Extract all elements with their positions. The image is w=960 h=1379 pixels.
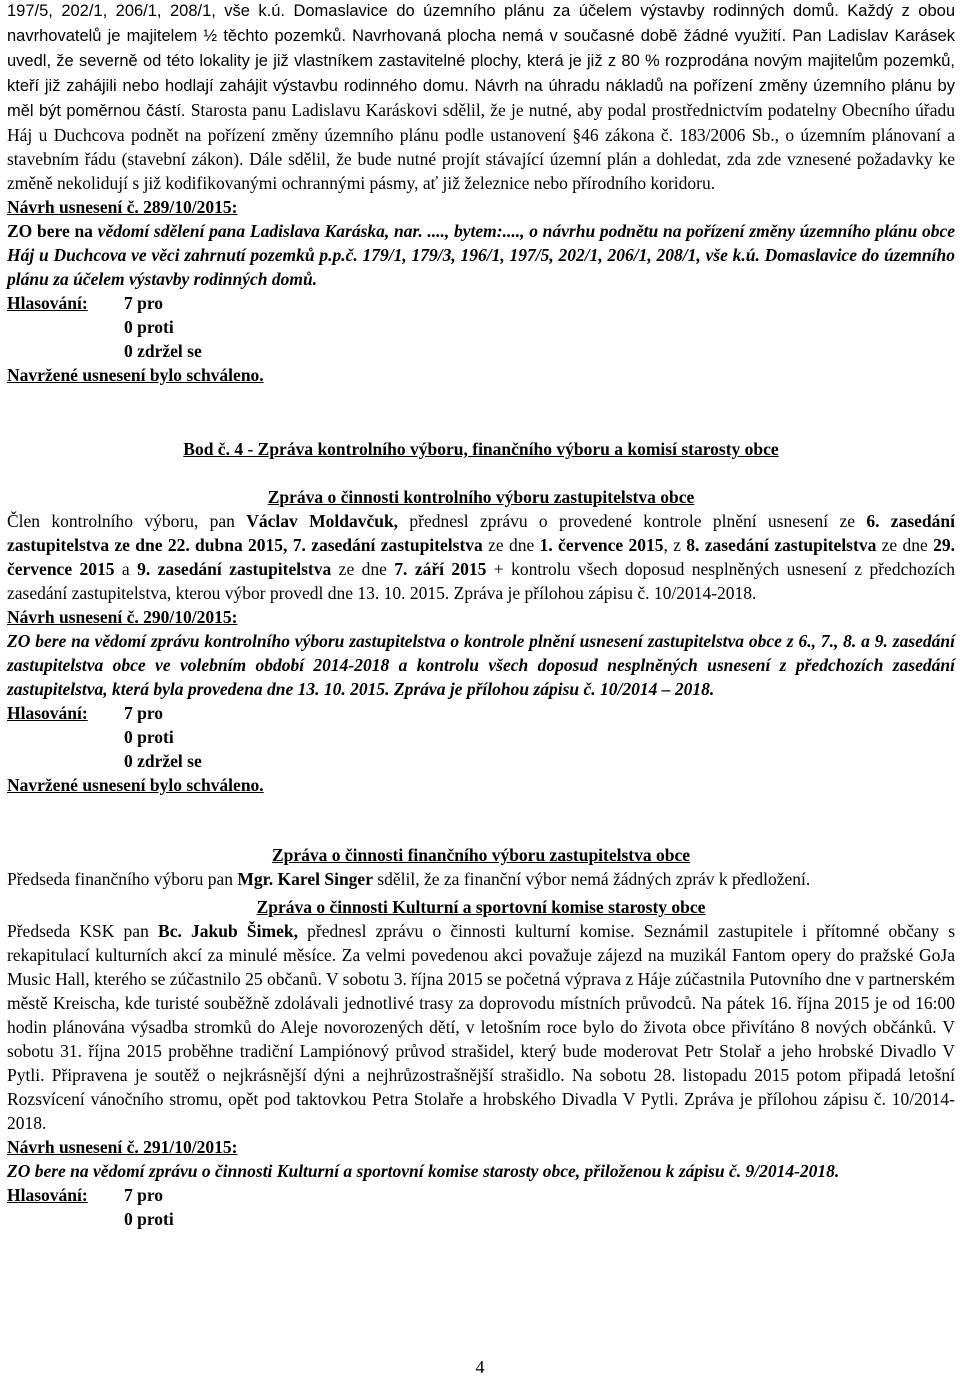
control-committee-report (7, 509, 955, 605)
report-text: Předseda KSK pan (7, 921, 159, 941)
report-text: ze dne (482, 535, 540, 555)
vote-approved: Navržené usnesení bylo schváleno. (7, 365, 264, 385)
report-bold: 1. července 2015 (539, 535, 664, 555)
vote-abstain: 0 zdržel se (124, 751, 202, 771)
agenda-item-4-heading: Bod č. 4 - Zpráva kontrolního výboru, finančního výboru a komisí starosty obce (183, 439, 779, 459)
paragraph-text: 197/5, 202/1, 206/1, 208/1, vše k.ú. Domaslavice do územního plánu za účelem výstavby rodinných domů. Každý z obou navrhovatelů je majitelem ½ těchto pozemků. Navrhovaná plocha nemá v současné době žádné využití. Pan Ladislav Karásek uvedl, že severně od této lokality je již vlastníkem zastavitelné plochy, která je již z 80 % rozprodána novým majitelům pozemků, kteří již zahájili nebo hodlají zahájit výstavbu rodinného domu. Návrh na úhradu nákladů na pořízení změny územního plánu by měl být poměrnou částí. (7, 2, 955, 120)
paragraph-land-request (7, 0, 955, 195)
resolution-text-290: ZO bere na vědomí zprávu kontrolního výboru zastupitelstva o kontrole plnění usnesení zastupitelstva obce z 6., 7., 8. a 9. zasedání zastupitelstva obce ve volebním období 2014-2018 a kontrolu všech doposud nesplněných usnesení z předchozích zasedání zastupitelstva, která byla provedena dne 13. 10. 2015. Zpráva je přílohou zápisu č. 10/2014 – 2018. (7, 631, 955, 699)
resolution-body: vědomí sdělení pana Ladislava Karáska, nar. ...., bytem:...., o návrhu podnětu na pořízení změny územního plánu obce Háj u Duchcova ve věci zahrnutí pozemků p.p.č. 179/1, 179/3, 196/1, 197/5, 202/1, 206/1, 208/1, vše k.ú. Domaslavice do územního plánu za účelem výstavby rodinných domů. (7, 221, 955, 289)
report-bold: 8. zasedání zastupitelstva (686, 535, 877, 555)
resolution-text-291: ZO bere na vědomí zprávu o činnosti Kulturní a sportovní komise starosty obce, přiloženou k zápisu č. 9/2014-2018. (7, 1161, 840, 1181)
resolution-title-291: Návrh usnesení č. 291/10/2015: (7, 1137, 238, 1157)
vote-pro: 7 pro (124, 293, 164, 313)
vote-approved: Navržené usnesení bylo schváleno. (7, 775, 264, 795)
vote-block-3 (7, 1183, 955, 1231)
vote-proti: 0 proti (124, 317, 174, 337)
vote-pro: 7 pro (124, 1185, 164, 1205)
resolution-text-289 (7, 219, 955, 291)
report-text: sdělil, že za finanční výbor nemá žádných zpráv k předložení. (372, 869, 811, 889)
vote-label: Hlasování: (7, 703, 88, 723)
report-bold: 29. července 2015 (7, 535, 955, 579)
report-bold: 6. zasedání zastupitelstva ze dne 22. dubna 2015, 7. zasedání zastupitelstva (7, 511, 955, 555)
vote-block-2 (7, 701, 955, 797)
document-page (7, 0, 955, 1231)
page-number: 4 (475, 1357, 485, 1377)
report-text: přednesl zprávu o činnosti kulturní komise. Seznámil zastupitele i přítomné občany s rekapitulací kulturních akcí za minulé měsíce. Za velmi povedenou akci považuje zájezd na muzikál Fantom opery do pražské GoJa Music Hall, kterého se zúčastnilo 25 občanů. V sobotu 3. října 2015 se početná výprava z Háje zúčastnila Putovního dne v partnerském městě Kreischa, kde turisté souběžně zdolávali jednotlivé trasy za doprovodu místních průvodců. Na pátek 16. října 2015 je od 16:00 hodin plánována výsadba stromků do Aleje novorozených dětí, v letošním roce bylo do života obce přivítáno 8 nových občánků. V sobotu 31. října 2015 proběhne tradiční Lampiónový průvod strašidel, který bude moderovat Petr Stolař a jeho hrobské Divadlo V Pytli. Připravena je soutěž o nejkrásnější dýni a nejhrůzostrašnější strašidlo. Na sobotu 28. listopadu 2015 potom připadá letošní Rozsvícení vánočního stromu, opět pod taktovkou Petra Stolaře a hrobského Divadla V Pytli. Zpráva je přílohou zápisu č. 10/2014-2018. (7, 921, 956, 1133)
report-text: ze dne (331, 559, 395, 579)
report-text: ze dne (876, 535, 934, 555)
report-text: + kontrolu všech doposud nesplněných usnesení z předchozích zasedání zastupitelstva, kterou výbor provedl dne 13. 10. 2015. Zpráva je přílohou zápisu č. 10/2014-2018. (7, 559, 955, 603)
resolution-title-289: Návrh usnesení č. 289/10/2015: (7, 197, 238, 217)
control-committee-heading: Zpráva o činnosti kontrolního výboru zastupitelstva obce (267, 487, 695, 507)
report-bold: 9. zasedání zastupitelstva (137, 559, 332, 579)
report-text: a (114, 559, 138, 579)
culture-committee-report (7, 919, 955, 1135)
vote-label: Hlasování: (7, 293, 88, 313)
report-text: přednesl zprávu o provedené kontrole plnění usnesení ze (398, 511, 867, 531)
culture-committee-heading: Zpráva o činnosti Kulturní a sportovní komise starosty obce (256, 897, 706, 917)
report-person: Mgr. Karel Singer (237, 869, 373, 889)
vote-proti: 0 proti (124, 727, 174, 747)
resolution-prefix: ZO bere na (7, 221, 98, 241)
vote-block-1 (7, 291, 955, 387)
report-bold: 7. září 2015 (394, 559, 487, 579)
vote-pro: 7 pro (124, 703, 164, 723)
finance-committee-heading: Zpráva o činnosti finančního výboru zastupitelstva obce (271, 845, 691, 865)
report-person: Bc. Jakub Šimek, (158, 921, 298, 941)
vote-proti: 0 proti (124, 1209, 174, 1229)
report-text: Člen kontrolního výboru, pan (7, 511, 247, 531)
report-text: , z (663, 535, 687, 555)
paragraph-text-cont: Starosta panu Ladislavu Karáskovi sdělil, že je nutné, aby podal prostřednictvím podatelny Obecního úřadu Háj u Duchcova podnět na pořízení změny územního plánu podle ustanovení §46 zákona č. 183/2006 Sb., o územním plánovaní a stavebním řádu (stavební zákon). Dále sdělil, že bude nutné projít stávající územní plán a dohledat, zda zde vznesené požadavky ke změně nekolidují s již kodifikovanými ochrannými pásmy, ať již železnice nebo přírodního koridoru. (7, 100, 955, 193)
vote-abstain: 0 zdržel se (124, 341, 202, 361)
report-person: Václav Moldavčuk, (246, 511, 399, 531)
vote-label: Hlasování: (7, 1185, 88, 1205)
resolution-title-290: Návrh usnesení č. 290/10/2015: (7, 607, 238, 627)
finance-committee-report (7, 867, 955, 891)
report-text: Předseda finančního výboru pan (7, 869, 238, 889)
